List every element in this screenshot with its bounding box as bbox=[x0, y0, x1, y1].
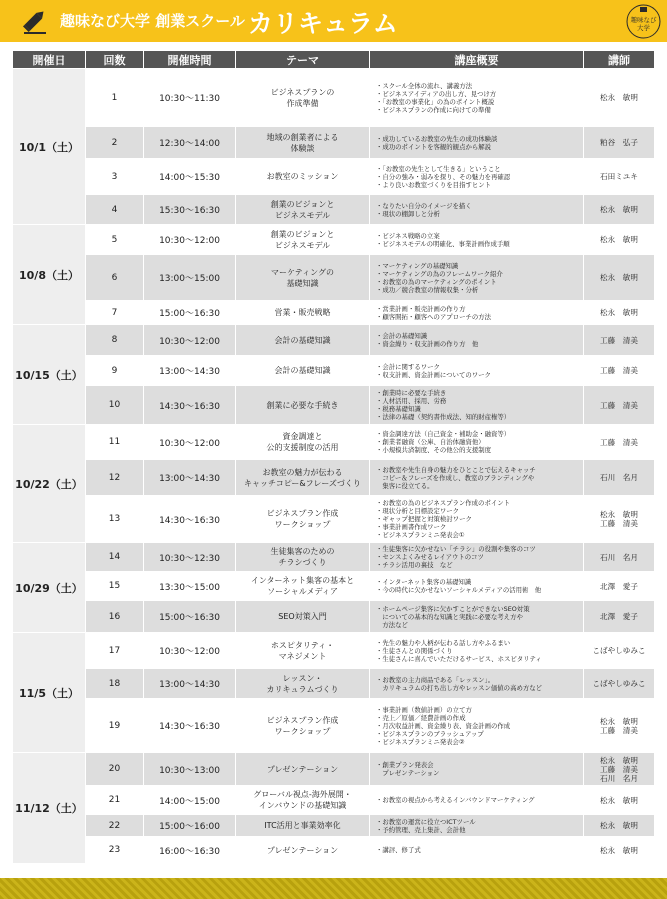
table-row bbox=[13, 69, 655, 127]
session-theme: グローバル視点-海外展開・ インバウンドの基礎知識 bbox=[236, 786, 370, 815]
session-number: 12 bbox=[86, 460, 144, 496]
session-lecturer: 松永 敏明 bbox=[584, 225, 655, 255]
session-time: 10:30～12:00 bbox=[144, 225, 236, 255]
session-lecturer: こばやしゆみこ bbox=[584, 669, 655, 699]
session-theme: 地域の創業者による 体験談 bbox=[236, 127, 370, 159]
table-row bbox=[13, 572, 655, 601]
session-number: 5 bbox=[86, 225, 144, 255]
session-summary: ・ビジネス戦略の立案 ・ビジネスモデルの明確化、事業計画作成手順 bbox=[370, 225, 584, 255]
session-number: 11 bbox=[86, 425, 144, 460]
session-summary: ・スクール全体の流れ、講義方法 ・ビジネスアイディアの出し方、見つけ方 ・「お教室の事業化」の為のポイント概説 ・ビジネスプランの作成に向けての準備 bbox=[370, 69, 584, 127]
date-cell: 10/15（土） bbox=[13, 325, 86, 425]
session-summary: ・創業時に必要な手続き ・人材活用、採用、労務 ・税務基礎知識 ・法律の基礎（契約書作成法、知的財産権等） bbox=[370, 386, 584, 425]
session-summary: ・会計の基礎知識 ・資金繰り・収支計画の作り方 他 bbox=[370, 325, 584, 356]
session-lecturer: 松永 敏明 bbox=[584, 786, 655, 815]
logo-text-2: 大学 bbox=[637, 24, 650, 32]
session-summary: ・生徒集客に欠かせない「チラシ」の役割や集客のコツ ・センスよくみせるレイアウトのコツ ・チラシ活用の裏技 など bbox=[370, 543, 584, 572]
column-header-number: 回数 bbox=[86, 51, 144, 69]
session-summary: ・ホームページ集客に欠かすことができないSEO対策 についての基本的な知識と実践に必要な考え方や 方法など bbox=[370, 601, 584, 633]
table-row bbox=[13, 195, 655, 225]
session-lecturer: 石川 名月 bbox=[584, 460, 655, 496]
table-row bbox=[13, 386, 655, 425]
session-number: 1 bbox=[86, 69, 144, 127]
session-number: 13 bbox=[86, 496, 144, 543]
table-row bbox=[13, 460, 655, 496]
session-theme: ビジネスプラン作成 ワークショップ bbox=[236, 699, 370, 753]
session-theme: ビジネスプラン作成 ワークショップ bbox=[236, 496, 370, 543]
date-cell: 10/8（土） bbox=[13, 225, 86, 325]
session-theme: 営業・販売戦略 bbox=[236, 301, 370, 325]
date-cell: 10/29（土） bbox=[13, 543, 86, 633]
session-theme: 会計の基礎知識 bbox=[236, 356, 370, 386]
session-theme: プレゼンテーション bbox=[236, 837, 370, 864]
session-theme: 会計の基礎知識 bbox=[236, 325, 370, 356]
session-number: 10 bbox=[86, 386, 144, 425]
session-time: 13:00～14:30 bbox=[144, 669, 236, 699]
footer-stripe bbox=[0, 878, 667, 899]
session-time: 15:00～16:30 bbox=[144, 601, 236, 633]
header-bar bbox=[0, 0, 667, 42]
table-row bbox=[13, 325, 655, 356]
session-summary: ・インターネット集客の基礎知識 ・今の時代に欠かせないソーシャルメディアの活用術 他 bbox=[370, 572, 584, 601]
table-row bbox=[13, 301, 655, 325]
table-row bbox=[13, 633, 655, 669]
session-time: 13:30～15:00 bbox=[144, 572, 236, 601]
session-number: 18 bbox=[86, 669, 144, 699]
session-number: 16 bbox=[86, 601, 144, 633]
session-theme: 創業のビジョンと ビジネスモデル bbox=[236, 195, 370, 225]
session-lecturer: 松永 敏明 bbox=[584, 195, 655, 225]
logo-text-1: 趣味なび bbox=[630, 16, 657, 24]
school-logo bbox=[626, 4, 661, 39]
table-row bbox=[13, 255, 655, 301]
session-time: 10:30～11:30 bbox=[144, 69, 236, 127]
session-time: 14:00～15:30 bbox=[144, 159, 236, 195]
date-cell: 10/1（土） bbox=[13, 69, 86, 225]
table-row bbox=[13, 543, 655, 572]
session-theme: プレゼンテーション bbox=[236, 753, 370, 786]
session-summary: ・成功しているお教室の先生の成功体験談 ・成功のポイントを客観的観点から解説 bbox=[370, 127, 584, 159]
session-theme: お教室の魅力が伝わる キャッチコピー&フレーズづくり bbox=[236, 460, 370, 496]
session-time: 13:00～14:30 bbox=[144, 460, 236, 496]
session-theme: ビジネスプランの 作成準備 bbox=[236, 69, 370, 127]
session-time: 14:00～15:00 bbox=[144, 786, 236, 815]
session-lecturer: 松永 敏明 工藤 清美 bbox=[584, 496, 655, 543]
table-row bbox=[13, 496, 655, 543]
session-lecturer: 松永 敏明 bbox=[584, 69, 655, 127]
session-summary: ・お教室の主力商品である「レッスン」。 カリキュラムの打ち出し方やレッスン価値の高め方など bbox=[370, 669, 584, 699]
session-summary: ・なりたい自分のイメージを描く ・現状の棚卸しと分析 bbox=[370, 195, 584, 225]
session-theme: マーケティングの 基礎知識 bbox=[236, 255, 370, 301]
column-header-time: 開催時間 bbox=[144, 51, 236, 69]
session-time: 14:30～16:30 bbox=[144, 496, 236, 543]
session-time: 10:30～13:00 bbox=[144, 753, 236, 786]
session-lecturer: 石田ミユキ bbox=[584, 159, 655, 195]
session-theme: 資金調達と 公的支援制度の活用 bbox=[236, 425, 370, 460]
session-theme: 創業のビジョンと ビジネスモデル bbox=[236, 225, 370, 255]
session-number: 7 bbox=[86, 301, 144, 325]
table-row bbox=[13, 815, 655, 837]
session-lecturer: 北澤 愛子 bbox=[584, 601, 655, 633]
session-lecturer: 工藤 清美 bbox=[584, 325, 655, 356]
column-header-theme: テーマ bbox=[236, 51, 370, 69]
school-title: 趣味なび大学 創業スクール bbox=[60, 12, 245, 30]
session-summary: ・事業計画（数値計画）の立て方 ・売上／原価／経費計画の作成 ・月次収益計画、資金繰り表、資金計画の作成 ・ビジネスプランのブラッシュアップ ・ビジネスプランミニ発表会② bbox=[370, 699, 584, 753]
date-cell: 11/5（土） bbox=[13, 633, 86, 753]
session-number: 21 bbox=[86, 786, 144, 815]
session-lecturer: 松永 敏明 bbox=[584, 301, 655, 325]
table-row bbox=[13, 669, 655, 699]
session-time: 10:30～12:00 bbox=[144, 325, 236, 356]
column-header-lecturer: 講師 bbox=[584, 51, 655, 69]
page-title: カリキュラム bbox=[248, 9, 398, 38]
session-time: 15:00～16:00 bbox=[144, 815, 236, 837]
date-cell: 10/22（土） bbox=[13, 425, 86, 543]
session-lecturer: 北澤 愛子 bbox=[584, 572, 655, 601]
table-row bbox=[13, 699, 655, 753]
date-cell: 11/12（土） bbox=[13, 753, 86, 864]
session-lecturer: 石川 名月 bbox=[584, 543, 655, 572]
session-theme: 創業に必要な手続き bbox=[236, 386, 370, 425]
session-lecturer: 松永 敏明 bbox=[584, 815, 655, 837]
table-row bbox=[13, 786, 655, 815]
table-row bbox=[13, 425, 655, 460]
column-header-date: 開催日 bbox=[13, 51, 86, 69]
session-lecturer: 松永 敏明 bbox=[584, 255, 655, 301]
session-theme: ITC活用と事業効率化 bbox=[236, 815, 370, 837]
session-number: 4 bbox=[86, 195, 144, 225]
table-row bbox=[13, 159, 655, 195]
session-summary: ・マーケティングの基礎知識 ・マーケティングの為のフレームワーク紹介 ・お教室の為のマーケティングのポイント ・成功／競合教室の情報収集・分析 bbox=[370, 255, 584, 301]
session-summary: ・お教室の運営に役立つICTツール ・予約管理、売上集計、会計他 bbox=[370, 815, 584, 837]
session-theme: インターネット集客の基本と ソーシャルメディア bbox=[236, 572, 370, 601]
pencil-icon bbox=[20, 5, 50, 35]
session-summary: ・お教室の為のビジネスプラン作成のポイント ・現状分析と目標設定ワーク ・ギャップ把握と対策検討ワーク ・事業計画書作成ワーク ・ビジネスプランミニ発表会① bbox=[370, 496, 584, 543]
session-number: 2 bbox=[86, 127, 144, 159]
session-number: 3 bbox=[86, 159, 144, 195]
table-row bbox=[13, 837, 655, 864]
session-lecturer: 工藤 清美 bbox=[584, 425, 655, 460]
session-number: 8 bbox=[86, 325, 144, 356]
session-number: 20 bbox=[86, 753, 144, 786]
session-theme: ホスピタリティ・ マネジメント bbox=[236, 633, 370, 669]
session-time: 16:00～16:30 bbox=[144, 837, 236, 864]
session-number: 14 bbox=[86, 543, 144, 572]
session-summary: ・お教室の視点から考えるインバウンドマーケティング bbox=[370, 786, 584, 815]
session-time: 15:00～16:30 bbox=[144, 301, 236, 325]
session-summary: ・先生の魅力や人柄が伝わる話し方やふるまい ・生徒さんとの関係づくり ・生徒さんに喜んでいただけるサービス、ホスピタリティ bbox=[370, 633, 584, 669]
session-theme: お教室のミッション bbox=[236, 159, 370, 195]
session-summary: ・講評、修了式 bbox=[370, 837, 584, 864]
session-time: 10:30～12:00 bbox=[144, 633, 236, 669]
session-time: 13:00～15:00 bbox=[144, 255, 236, 301]
table-row bbox=[13, 356, 655, 386]
session-time: 10:30～12:00 bbox=[144, 425, 236, 460]
session-time: 15:30～16:30 bbox=[144, 195, 236, 225]
session-summary: ・営業計画・販売計画の作り方 ・顧客開拓・顧客へのアプローチの方法 bbox=[370, 301, 584, 325]
session-number: 23 bbox=[86, 837, 144, 864]
session-theme: 生徒集客のための チラシづくり bbox=[236, 543, 370, 572]
session-number: 22 bbox=[86, 815, 144, 837]
session-theme: レッスン・ カリキュラムづくり bbox=[236, 669, 370, 699]
session-time: 14:30～16:30 bbox=[144, 386, 236, 425]
session-summary: ・資金調達方法（自己資金・補助金・融資等） ・創業者融資（公庫、自治体融資他） ・小規模共済制度、その他公的支援制度 bbox=[370, 425, 584, 460]
curriculum-table bbox=[12, 50, 655, 864]
session-lecturer: 松永 敏明 工藤 清美 bbox=[584, 699, 655, 753]
session-lecturer: 松永 敏明 工藤 清美 石川 名月 bbox=[584, 753, 655, 786]
session-lecturer: 粕谷 弘子 bbox=[584, 127, 655, 159]
table-row bbox=[13, 127, 655, 159]
session-lecturer: 工藤 清美 bbox=[584, 356, 655, 386]
session-time: 12:30～14:00 bbox=[144, 127, 236, 159]
session-summary: ・創業プラン発表会 プレゼンテーション bbox=[370, 753, 584, 786]
session-number: 9 bbox=[86, 356, 144, 386]
session-number: 6 bbox=[86, 255, 144, 301]
session-summary: ・会計に関するワーク ・収支計画、資金計画についてのワーク bbox=[370, 356, 584, 386]
column-header-summary: 講座概要 bbox=[370, 51, 584, 69]
session-number: 17 bbox=[86, 633, 144, 669]
table-row bbox=[13, 601, 655, 633]
session-time: 13:00～14:30 bbox=[144, 356, 236, 386]
session-number: 19 bbox=[86, 699, 144, 753]
session-number: 15 bbox=[86, 572, 144, 601]
table-row bbox=[13, 225, 655, 255]
session-summary: ・お教室や先生自身の魅力をひとことで伝えるキャッチ コピー＆フレーズを作成し、教室のブランディングや 集客に役立てる。 bbox=[370, 460, 584, 496]
session-theme: SEO対策入門 bbox=[236, 601, 370, 633]
session-lecturer: 工藤 清美 bbox=[584, 386, 655, 425]
session-time: 10:30～12:30 bbox=[144, 543, 236, 572]
table-row bbox=[13, 753, 655, 786]
session-time: 14:30～16:30 bbox=[144, 699, 236, 753]
table-header-row bbox=[13, 51, 655, 69]
session-lecturer: 松永 敏明 bbox=[584, 837, 655, 864]
session-lecturer: こばやしゆみこ bbox=[584, 633, 655, 669]
session-summary: ・「お教室の先生として生きる」ということ ・自分の強み・弱みを探り、その魅力を再確認 ・より良いお教室づくりを目指すヒント bbox=[370, 159, 584, 195]
